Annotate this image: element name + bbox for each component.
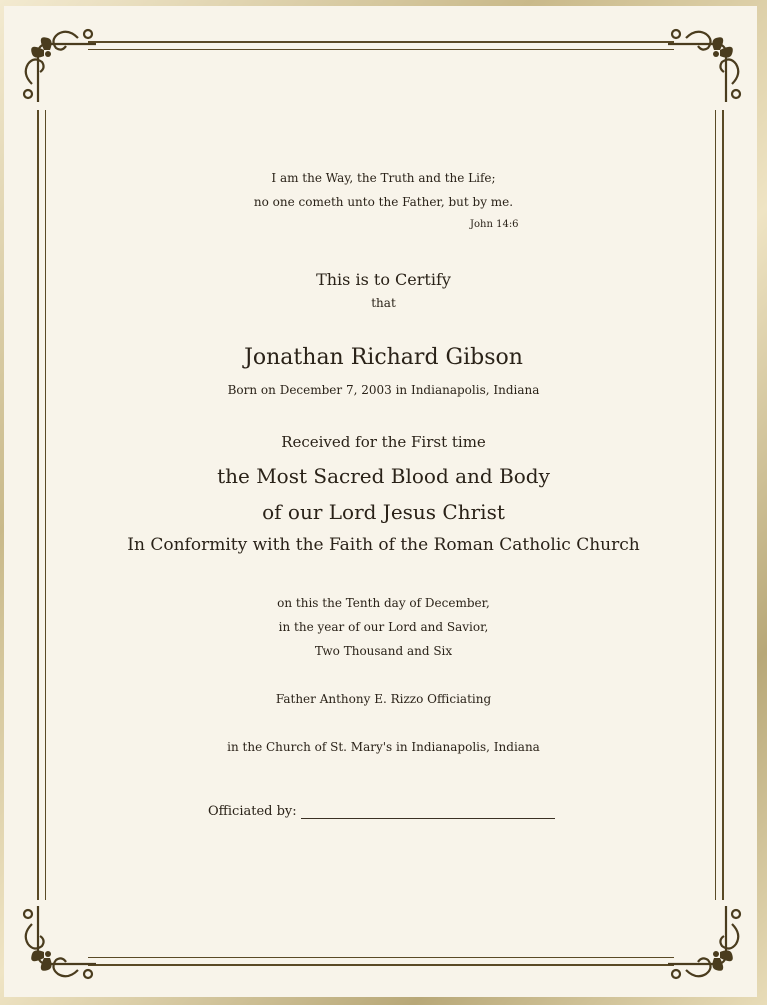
sacrament-line-1: Received for the First time <box>281 433 486 451</box>
border-bottom-inner <box>88 957 674 958</box>
corner-ornament-bottom-right <box>666 904 746 984</box>
signature-row <box>208 804 555 819</box>
corner-ornament-top-right <box>666 24 746 104</box>
border-bottom-outer <box>88 964 674 966</box>
signature-line <box>301 804 555 819</box>
border-top-inner <box>88 49 674 50</box>
church-line: in the Church of St. Mary's in Indianapolis, Indiana <box>227 740 540 754</box>
certify-that: that <box>371 296 396 310</box>
officiant-line: Father Anthony E. Rizzo Officiating <box>275 692 492 706</box>
sacrament-line-4: In Conformity with the Faith of the Roman Catholic Church <box>127 535 640 555</box>
sacrament-line-3: of our Lord Jesus Christ <box>262 500 505 524</box>
date-line-1: on this the Tenth day of December, <box>277 596 490 610</box>
signature-label: Officiated by: <box>208 804 297 819</box>
date-line-3: Two Thousand and Six <box>314 644 453 658</box>
certify-heading: This is to Certify <box>316 270 451 289</box>
corner-ornament-bottom-left <box>18 904 98 984</box>
recipient-birth: Born on December 7, 2003 in Indianapolis, Indiana <box>227 383 540 397</box>
quote-reference: John 14:6 <box>470 219 519 230</box>
corner-ornament-top-left <box>18 24 98 104</box>
border-top-outer <box>88 41 674 43</box>
quote-line-2: no one cometh unto the Father, but by me. <box>253 195 514 209</box>
quote-line-1: I am the Way, the Truth and the Life; <box>271 171 496 185</box>
date-line-2: in the year of our Lord and Savior, <box>278 620 489 634</box>
sacrament-line-2: the Most Sacred Blood and Body <box>217 464 550 488</box>
recipient-name: Jonathan Richard Gibson <box>244 345 523 370</box>
